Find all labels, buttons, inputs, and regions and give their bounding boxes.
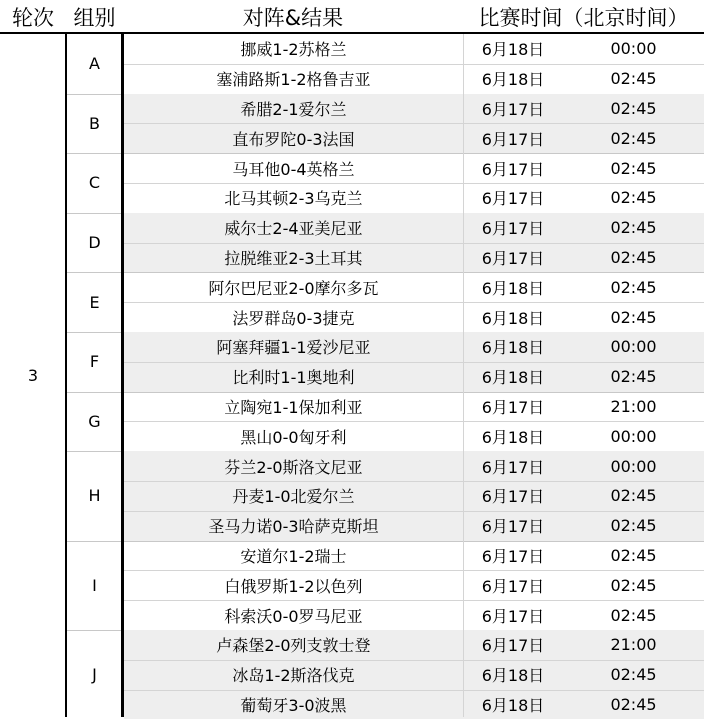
match-date: 6月17日 [481,517,545,537]
match-date: 6月17日 [481,606,545,626]
group-label: H [88,486,101,506]
group-label: E [89,292,100,312]
match-date: 6月18日 [481,278,545,298]
match-date: 6月18日 [481,427,545,447]
table-border [121,34,124,717]
match-result: 阿塞拜疆1-1爱沙尼亚 [216,338,371,358]
match-date: 6月17日 [481,546,545,566]
match-result: 挪威1-2苏格兰 [240,40,347,60]
group-label: A [89,54,100,74]
match-time: 02:45 [610,188,657,208]
match-date: 6月17日 [481,189,545,209]
group-label: C [88,173,101,193]
match-result: 北马其顿2-3乌克兰 [224,189,363,209]
match-time: 02:45 [610,575,657,595]
match-date: 6月18日 [481,70,545,90]
group-label: I [92,575,97,595]
match-time: 02:45 [610,158,657,178]
match-time: 02:45 [610,367,657,387]
round-cell: 3 [27,366,39,385]
match-date: 6月17日 [481,457,545,477]
match-result: 塞浦路斯1-2格鲁吉亚 [216,70,371,90]
group-label: J [92,665,97,685]
col-divider [463,34,464,717]
group-label: F [89,352,100,372]
match-time: 02:45 [610,247,657,267]
group-label: B [89,113,100,133]
match-time: 02:45 [610,486,657,506]
match-result: 希腊2-1爱尔兰 [240,99,347,119]
match-result: 卢森堡2-0列支敦士登 [216,636,371,656]
match-result: 法罗群岛0-3捷克 [232,308,355,328]
match-result: 圣马力诺0-3哈萨克斯坦 [208,517,379,537]
match-time: 21:00 [610,635,657,655]
match-date: 6月18日 [481,338,545,358]
match-date: 6月17日 [481,248,545,268]
header-match: 对阵&结果 [242,6,344,30]
match-time: 02:45 [610,665,657,685]
match-result: 芬兰2-0斯洛文尼亚 [224,457,363,477]
match-date: 6月18日 [481,40,545,60]
match-date: 6月18日 [481,308,545,328]
match-date: 6月17日 [481,129,545,149]
match-result: 直布罗陀0-3法国 [232,129,355,149]
header-group: 组别 [73,6,116,30]
group-label: G [88,411,101,431]
match-result: 威尔士2-4亚美尼亚 [224,219,363,239]
match-date: 6月17日 [481,576,545,596]
match-result: 白俄罗斯1-2以色列 [224,576,363,596]
match-date: 6月17日 [481,487,545,507]
match-result: 葡萄牙3-0波黑 [240,695,347,715]
match-date: 6月17日 [481,219,545,239]
match-time: 02:45 [610,516,657,536]
match-result: 冰岛1-2斯洛伐克 [232,666,355,686]
table-border [65,34,67,717]
match-time: 02:45 [610,128,657,148]
match-result: 立陶宛1-1保加利亚 [224,397,363,417]
match-time: 00:00 [610,337,657,357]
match-result: 比利时1-1奥地利 [232,368,355,388]
match-time: 02:45 [610,605,657,625]
match-time: 02:45 [610,218,657,238]
match-time: 00:00 [610,39,657,59]
match-date: 6月17日 [481,636,545,656]
group-label: D [88,233,101,253]
match-result: 安道尔1-2瑞士 [240,546,347,566]
match-result: 丹麦1-0北爱尔兰 [232,487,355,507]
match-time: 02:45 [610,69,657,89]
table-header [0,0,704,34]
match-result: 拉脱维亚2-3土耳其 [224,248,363,268]
header-round: 轮次 [12,6,54,30]
header-time: 比赛时间（北京时间） [478,6,689,30]
match-time: 00:00 [610,426,657,446]
match-result: 科索沃0-0罗马尼亚 [224,606,363,626]
match-date: 6月17日 [481,99,545,119]
match-result: 马耳他0-4英格兰 [232,159,355,179]
match-date: 6月18日 [481,695,545,715]
match-time: 02:45 [610,545,657,565]
match-time: 02:45 [610,694,657,714]
match-time: 00:00 [610,456,657,476]
match-time: 02:45 [610,277,657,297]
match-time: 21:00 [610,396,657,416]
match-date: 6月17日 [481,159,545,179]
match-date: 6月17日 [481,397,545,417]
table-border [0,32,704,34]
match-result: 黑山0-0匈牙利 [240,427,347,447]
match-result: 阿尔巴尼亚2-0摩尔多瓦 [208,278,379,298]
match-date: 6月18日 [481,368,545,388]
match-date: 6月18日 [481,666,545,686]
match-time: 02:45 [610,307,657,327]
match-time: 02:45 [610,98,657,118]
